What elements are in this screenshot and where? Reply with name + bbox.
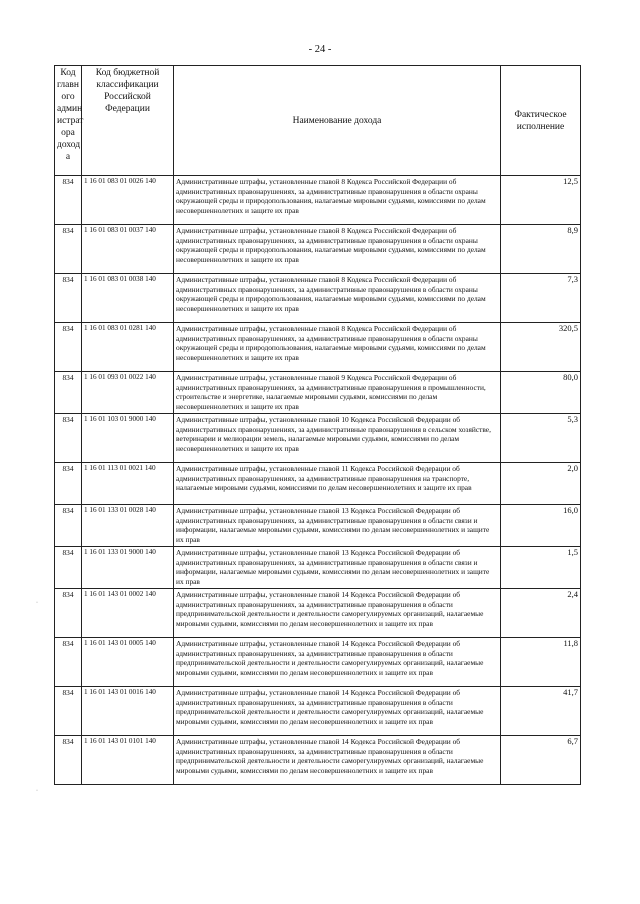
admin-code-cell: 834 — [55, 463, 82, 505]
table-row — [55, 505, 581, 547]
revenue-name-cell: Административные штрафы, установленные главой 14 Кодекса Российской Федерации об административных правонарушениях, за административные правонарушения в области предпринимательской деятельности и деятельности саморегулируемых организаций, налагаемые мировыми судьями, комиссиями по делам несовершеннолетних и защите их прав — [174, 589, 501, 638]
revenue-name-cell: Административные штрафы, установленные главой 8 Кодекса Российской Федерации об административных правонарушениях, за административные правонарушения в области охраны окружающей среды и природопользования, налагаемые мировыми судьями, комиссиями по делам несовершеннолетних и защите их прав — [174, 225, 501, 274]
budget-code-cell: 1 16 01 143 01 0002 140 — [82, 589, 174, 638]
execution-value-cell: 11,8 — [501, 638, 581, 687]
budget-code-cell: 1 16 01 143 01 0101 140 — [82, 736, 174, 785]
table-row — [55, 176, 581, 225]
execution-value-cell: 2,4 — [501, 589, 581, 638]
admin-code-cell: 834 — [55, 547, 82, 589]
admin-code-cell: 834 — [55, 736, 82, 785]
revenue-name-cell: Административные штрафы, установленные главой 8 Кодекса Российской Федерации об административных правонарушениях, за административные правонарушения в области охраны окружающей среды и природопользования, налагаемые мировыми судьями, комиссиями по делам несовершеннолетних и защите их прав — [174, 274, 501, 323]
revenue-name-cell: Административные штрафы, установленные главой 10 Кодекса Российской Федерации об административных правонарушениях, за административные правонарушения в сельском хозяйстве, ветеринарии и мелиорации земель, налагаемые мировыми судьями, комиссиями по делам несовершеннолетних и защите их прав — [174, 414, 501, 463]
revenue-name-cell: Административные штрафы, установленные главой 13 Кодекса Российской Федерации об административных правонарушениях, за административные правонарушения в области связи и информации, налагаемые мировыми судьями, комиссиями по делам несовершеннолетних и защите их прав — [174, 505, 501, 547]
budget-code-cell: 1 16 01 093 01 0022 140 — [82, 372, 174, 414]
budget-code-cell: 1 16 01 133 01 9000 140 — [82, 547, 174, 589]
execution-value-cell: 320,5 — [501, 323, 581, 372]
execution-value-cell: 1,5 — [501, 547, 581, 589]
table-header-row — [55, 66, 581, 176]
header-actual-execution: Фактическое исполнение — [501, 66, 581, 176]
page-number: - 24 - — [308, 44, 332, 55]
budget-code-cell: 1 16 01 083 01 0026 140 — [82, 176, 174, 225]
header-admin-code: Код главн ого админ истрат ора доход а — [55, 66, 82, 176]
table-row — [55, 323, 581, 372]
admin-code-cell: 834 — [55, 414, 82, 463]
budget-code-cell: 1 16 01 113 01 0021 140 — [82, 463, 174, 505]
budget-code-cell: 1 16 01 143 01 0016 140 — [82, 687, 174, 736]
budget-code-cell: 1 16 01 083 01 0037 140 — [82, 225, 174, 274]
table-row — [55, 463, 581, 505]
table-row — [55, 638, 581, 687]
budget-code-cell: 1 16 01 083 01 0038 140 — [82, 274, 174, 323]
execution-value-cell: 41,7 — [501, 687, 581, 736]
table-row — [55, 687, 581, 736]
revenue-name-cell: Административные штрафы, установленные главой 14 Кодекса Российской Федерации об административных правонарушениях, за административные правонарушения в области предпринимательской деятельности и деятельности саморегулируемых организаций, налагаемые мировыми судьями, комиссиями по делам несовершеннолетних и защите их прав — [174, 736, 501, 785]
table-row — [55, 274, 581, 323]
execution-value-cell: 2,0 — [501, 463, 581, 505]
revenue-name-cell: Административные штрафы, установленные главой 11 Кодекса Российской Федерации об административных правонарушениях, за административные правонарушения на транспорте, налагаемые мировыми судьями, комиссиями по делам несовершеннолетних и защите их прав — [174, 463, 501, 505]
budget-code-cell: 1 16 01 143 01 0005 140 — [82, 638, 174, 687]
header-revenue-name: Наименование дохода — [174, 66, 501, 176]
admin-code-cell: 834 — [55, 225, 82, 274]
admin-code-cell: 834 — [55, 687, 82, 736]
admin-code-cell: 834 — [55, 372, 82, 414]
admin-code-cell: 834 — [55, 589, 82, 638]
revenue-name-cell: Административные штрафы, установленные главой 8 Кодекса Российской Федерации об административных правонарушениях, за административные правонарушения в области охраны окружающей среды и природопользования, налагаемые мировыми судьями, комиссиями по делам несовершеннолетних и защите их прав — [174, 176, 501, 225]
table-row — [55, 372, 581, 414]
margin-mark: · — [36, 788, 38, 794]
table-row — [55, 547, 581, 589]
admin-code-cell: 834 — [55, 323, 82, 372]
admin-code-cell: 834 — [55, 505, 82, 547]
execution-value-cell: 16,0 — [501, 505, 581, 547]
revenue-name-cell: Административные штрафы, установленные главой 9 Кодекса Российской Федерации об административных правонарушениях, за административные правонарушения в промышленности, строительстве и энергетике, налагаемые мировыми судьями, комиссиями по делам несовершеннолетних и защите их прав — [174, 372, 501, 414]
margin-mark: · — [36, 600, 38, 606]
table-row — [55, 414, 581, 463]
budget-code-cell: 1 16 01 103 01 9000 140 — [82, 414, 174, 463]
admin-code-cell: 834 — [55, 638, 82, 687]
execution-value-cell: 6,7 — [501, 736, 581, 785]
admin-code-cell: 834 — [55, 274, 82, 323]
budget-code-cell: 1 16 01 133 01 0028 140 — [82, 505, 174, 547]
table-row — [55, 589, 581, 638]
revenue-name-cell: Административные штрафы, установленные главой 14 Кодекса Российской Федерации об административных правонарушениях, за административные правонарушения в области предпринимательской деятельности и деятельности саморегулируемых организаций, налагаемые мировыми судьями, комиссиями по делам несовершеннолетних и защите их прав — [174, 687, 501, 736]
table-row — [55, 736, 581, 785]
admin-code-cell: 834 — [55, 176, 82, 225]
execution-value-cell: 12,5 — [501, 176, 581, 225]
table-row — [55, 225, 581, 274]
execution-value-cell: 5,3 — [501, 414, 581, 463]
header-budget-code: Код бюджетной классификации Российской Федерации — [82, 66, 174, 176]
revenue-name-cell: Административные штрафы, установленные главой 13 Кодекса Российской Федерации об административных правонарушениях, за административные правонарушения в области связи и информации, налагаемые мировыми судьями, комиссиями по делам несовершеннолетних и защите их прав — [174, 547, 501, 589]
revenue-table — [54, 65, 581, 785]
revenue-name-cell: Административные штрафы, установленные главой 8 Кодекса Российской Федерации об административных правонарушениях, за административные правонарушения в области охраны окружающей среды и природопользования, налагаемые мировыми судьями, комиссиями по делам несовершеннолетних и защите их прав — [174, 323, 501, 372]
execution-value-cell: 8,9 — [501, 225, 581, 274]
budget-code-cell: 1 16 01 083 01 0281 140 — [82, 323, 174, 372]
execution-value-cell: 80,0 — [501, 372, 581, 414]
execution-value-cell: 7,3 — [501, 274, 581, 323]
revenue-name-cell: Административные штрафы, установленные главой 14 Кодекса Российской Федерации об административных правонарушениях, за административные правонарушения в области предпринимательской деятельности и деятельности саморегулируемых организаций, налагаемые мировыми судьями, комиссиями по делам несовершеннолетних и защите их прав — [174, 638, 501, 687]
